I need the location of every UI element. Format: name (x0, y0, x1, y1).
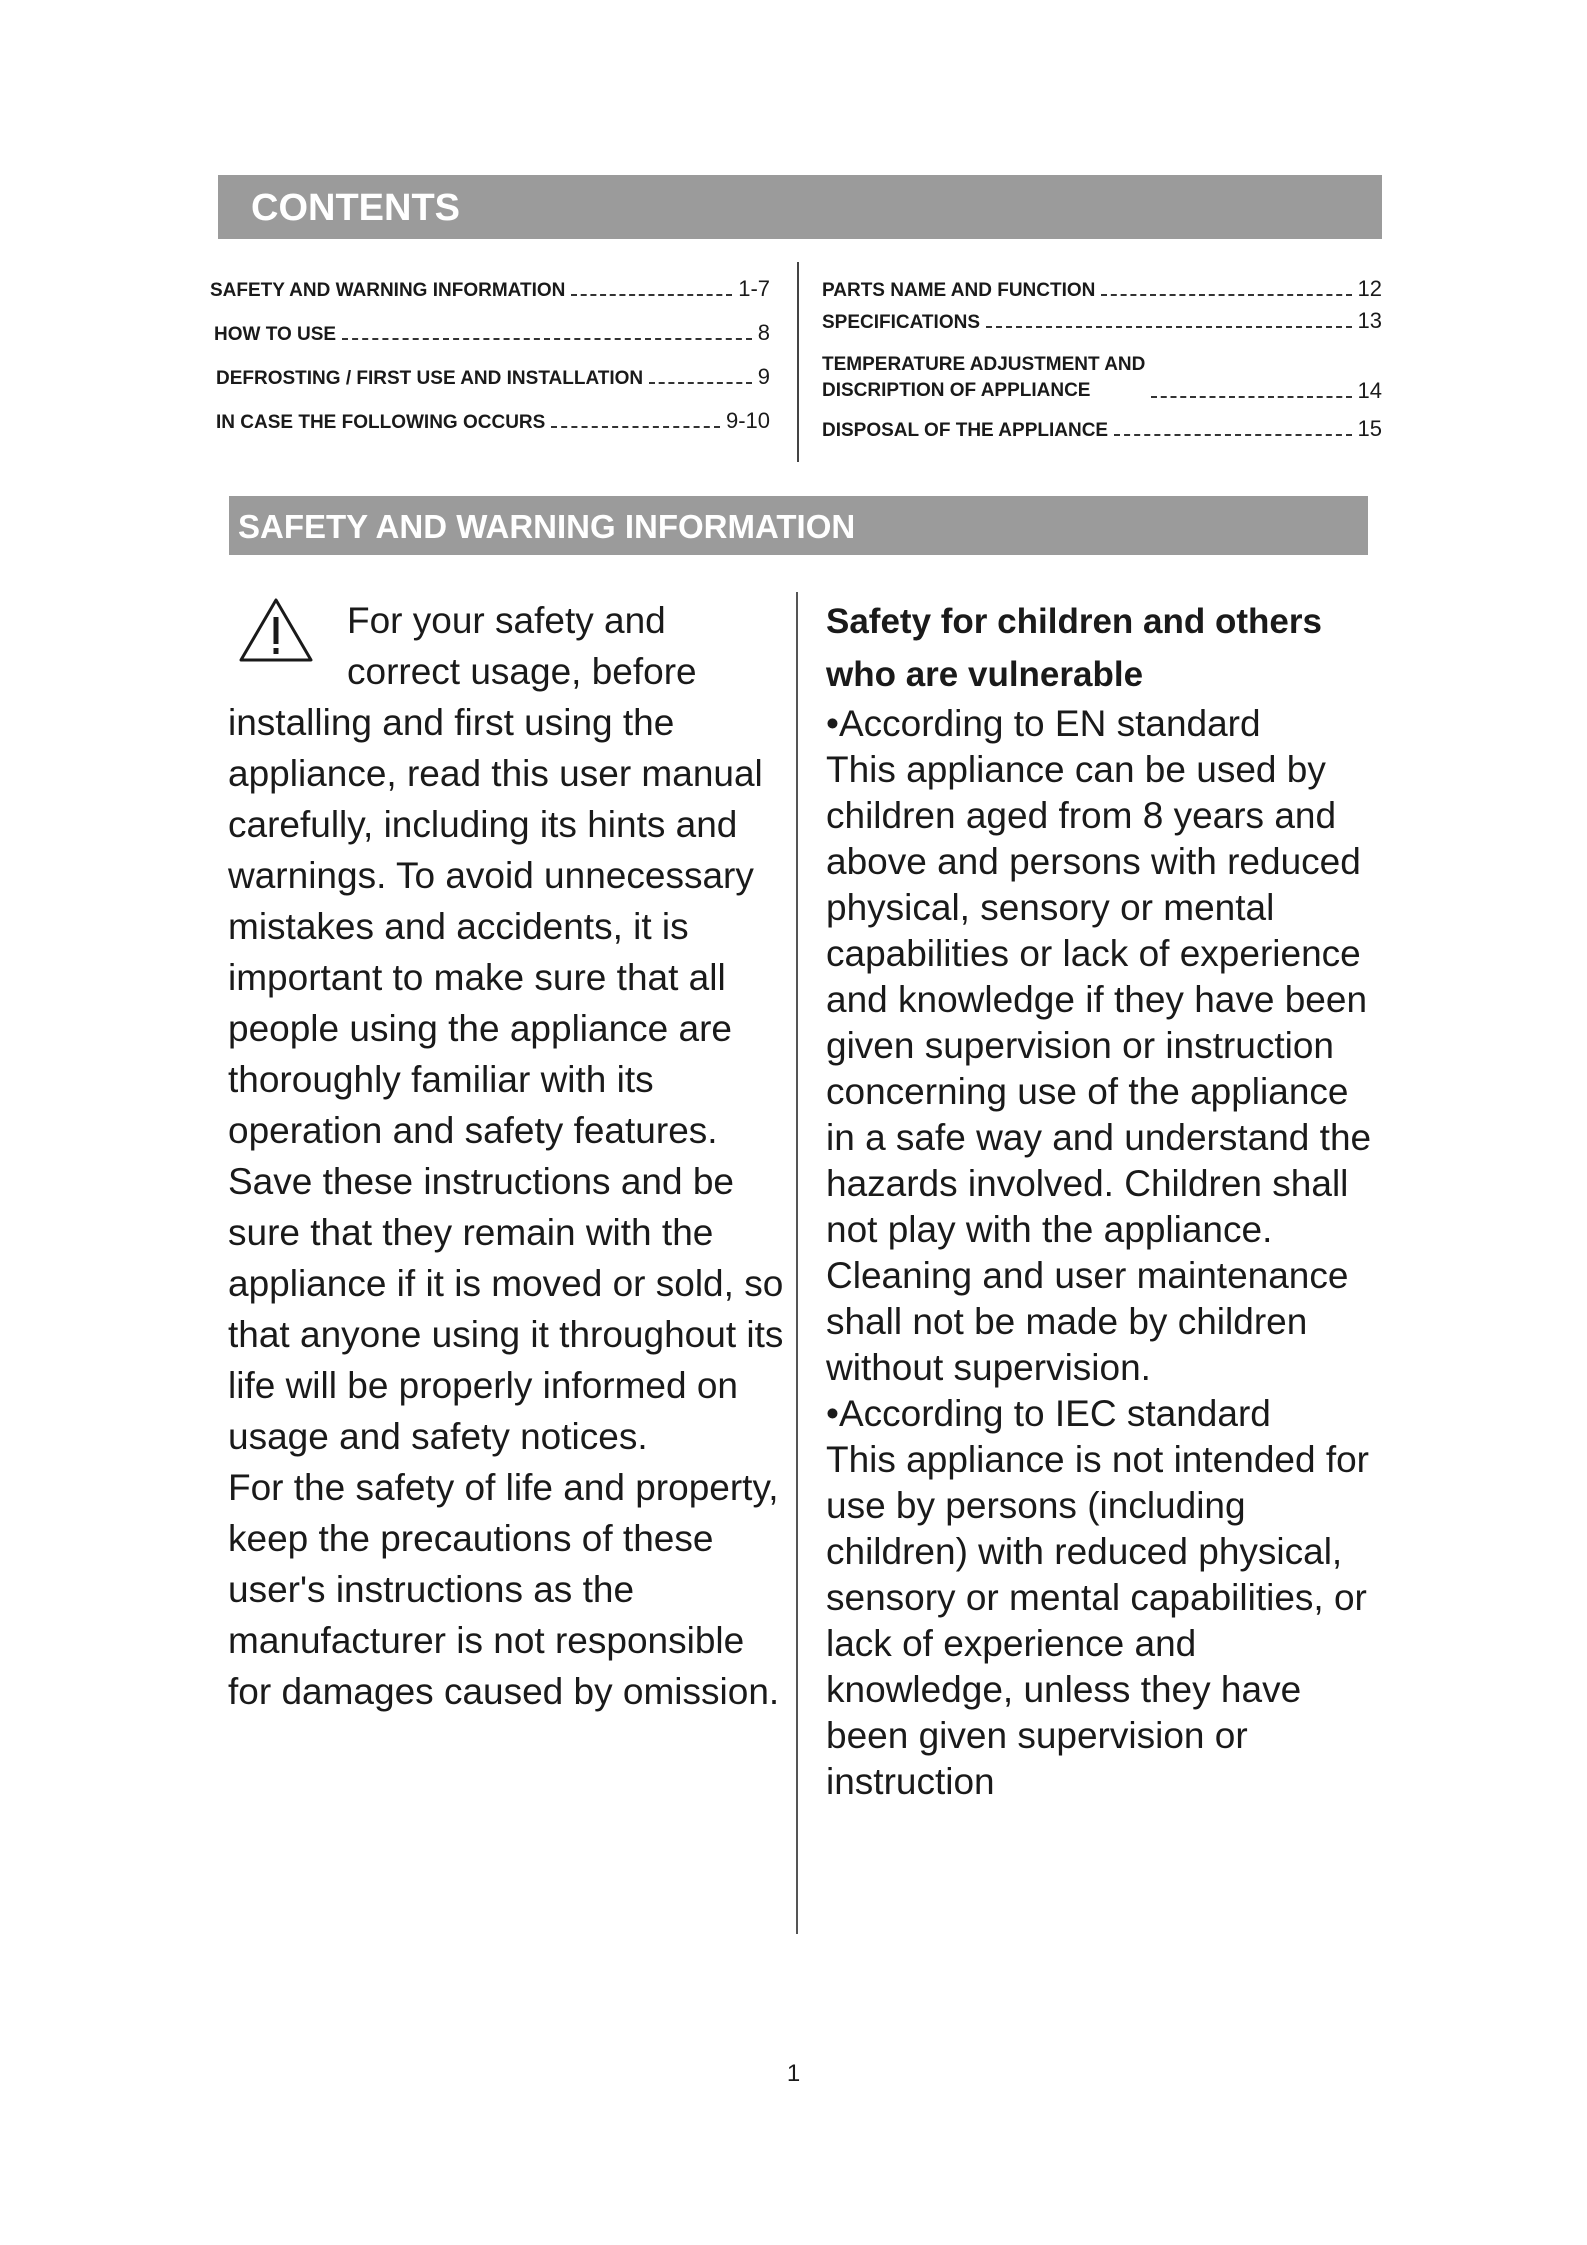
toc-item-label: IN CASE THE FOLLOWING OCCURS (216, 412, 546, 433)
contents-title: CONTENTS (251, 187, 460, 229)
toc-item-safety[interactable] (210, 276, 770, 302)
toc-leader (649, 381, 752, 384)
toc-item-label: HOW TO USE (214, 324, 337, 345)
toc-leader (551, 425, 720, 428)
safety-intro-line1: For your safety and (347, 600, 666, 641)
toc-item-label: SAFETY AND WARNING INFORMATION (210, 280, 566, 301)
toc-page-number: 1-7 (738, 276, 770, 301)
toc-right-column (822, 268, 1382, 468)
toc-item-label: DISPOSAL OF THE APPLIANCE (822, 420, 1109, 441)
toc-divider (797, 262, 799, 462)
toc-item-disposal[interactable] (822, 416, 1382, 442)
toc-item-label: DEFROSTING / FIRST USE AND INSTALLATION (216, 368, 644, 389)
toc-page-number: 8 (757, 320, 770, 345)
toc-leader (1101, 293, 1351, 296)
toc-item-defrosting[interactable] (210, 364, 770, 390)
toc-item-label: SPECIFICATIONS (822, 312, 980, 333)
toc-leader (342, 337, 752, 340)
iec-standard-bullet: •According to IEC standard (826, 1393, 1271, 1434)
toc-page-number: 9 (757, 364, 770, 389)
warning-triangle-icon (238, 597, 314, 663)
page-number: 1 (786, 2060, 801, 2087)
toc-item-in-case[interactable] (210, 408, 770, 434)
safety-section-header (229, 496, 1368, 555)
toc-leader (1151, 395, 1351, 398)
toc-page-number: 12 (1357, 276, 1382, 301)
children-safety-heading: Safety for children and others who are vulnerable (826, 602, 1322, 694)
toc-left-column (210, 268, 770, 468)
toc-item-how-to-use[interactable] (210, 320, 770, 346)
toc-item-label-line1: TEMPERATURE ADJUSTMENT AND (822, 354, 1146, 375)
toc-item-specifications[interactable] (822, 308, 1382, 334)
toc-page-number: 15 (1357, 416, 1382, 441)
toc-page-number: 14 (1357, 378, 1382, 403)
toc-item-label: PARTS NAME AND FUNCTION (822, 280, 1096, 301)
toc-leader (986, 325, 1352, 328)
toc-item-label (822, 352, 1145, 404)
safety-paragraph: For the safety of life and property, keep the precautions of these user's instructions as the manufacturer is not responsible for damages caused by omission. (228, 1467, 780, 1712)
safety-section-title: SAFETY AND WARNING INFORMATION (238, 508, 856, 545)
safety-intro-line2: correct usage, before (347, 651, 697, 692)
toc-leader (571, 293, 732, 296)
safety-intro (228, 595, 793, 697)
contents-header (218, 175, 1382, 239)
toc-leader (1114, 433, 1351, 436)
column-divider (796, 592, 798, 1934)
en-standard-bullet: •According to EN standard (826, 703, 1261, 744)
toc-item-label-line2: DISCRIPTION OF APPLIANCE (822, 380, 1091, 401)
en-standard-text: This appliance can be used by children aged from 8 years and above and persons with reduced physical, sensory or mental capabilities or lack of experience and knowledge if they have been given supervision or instruction concerning use of the appliance in a safe way and understand the hazards involved. Children shall not play with the appliance. Cleaning and user maintenance shall not be made by children without supervision. (826, 749, 1372, 1388)
toc-item-parts[interactable] (822, 276, 1382, 302)
toc-page-number: 13 (1357, 308, 1382, 333)
safety-paragraph: installing and first using the appliance, read this user manual carefully, including its hints and warnings. To avoid unnecessary mistakes and accidents, it is important to make sure that all people using the appliance are thoroughly familiar with its operation and safety features. Save these instructions and be sure that they remain with the appliance if it is moved or sold, so that anyone using it throughout its life will be properly informed on usage and safety notices. (228, 702, 784, 1457)
iec-standard-text: This appliance is not intended for use by persons (including children) with reduced physical, sensory or mental capabilities, or lack of experience and knowledge, unless they have been given supervision or instruction (826, 1439, 1370, 1802)
safety-left-column (228, 595, 793, 1717)
toc-item-temperature[interactable] (822, 352, 1382, 404)
toc-page-number: 9-10 (725, 408, 770, 433)
safety-right-column (826, 595, 1386, 1805)
